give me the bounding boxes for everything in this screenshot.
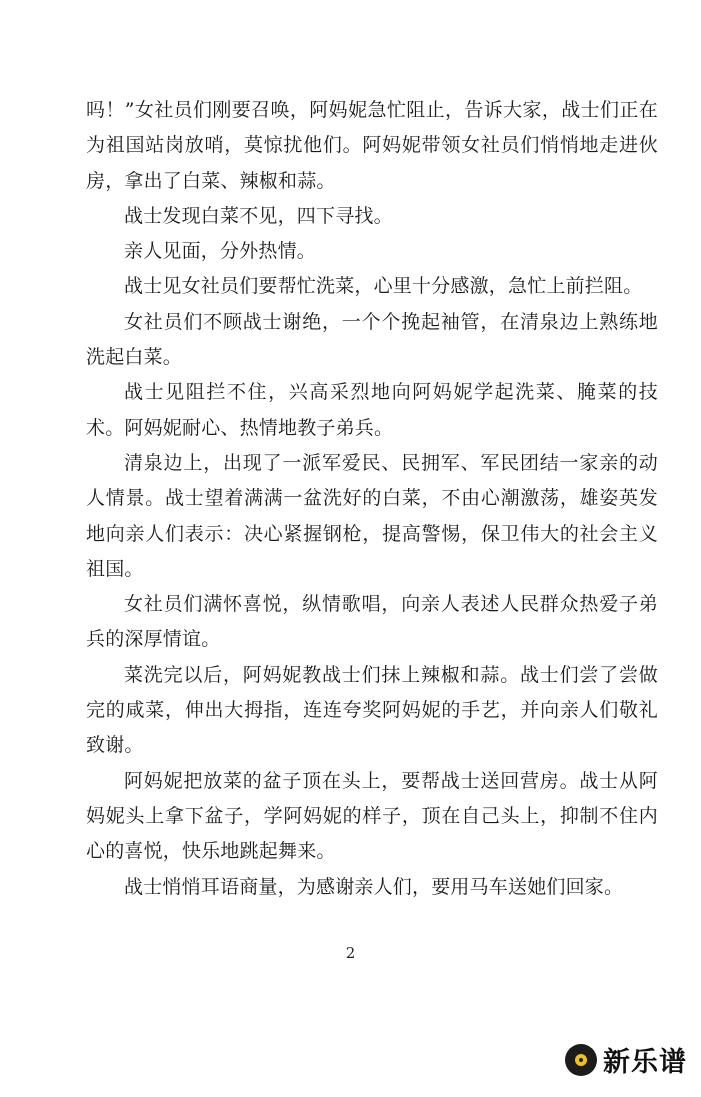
paragraph-8: 女社员们满怀喜悦，纵情歌唱，向亲人表述人民群众热爱子弟兵的深厚情谊。 [86,593,658,651]
paragraph-2: 战士发现白菜不见，四下寻找。 [124,204,393,227]
paragraph-4: 战士见女社员们要帮忙洗菜，心里十分感激，急忙上前拦阻。 [124,275,643,298]
vinyl-record-icon [565,1044,597,1076]
paragraph-9: 菜洗完以后，阿妈妮教战士们抹上辣椒和蒜。战士们尝了尝做完的咸菜，伸出大拇指，连连夸奖阿妈妮的手艺，并向亲人们敬礼致谢。 [86,663,658,757]
paragraph-1: 吗！”女社员们刚要召唤，阿妈妮急忙阻止，告诉大家，战士们正在为祖国站岗放哨，莫惊扰他们。阿妈妮带领女社员们悄悄地走进伙房，拿出了白菜、辣椒和蒜。 [86,99,658,192]
watermark-text: 新乐谱 [603,1047,687,1078]
paragraph-10: 阿妈妮把放菜的盆子顶在头上，要帮战士送回营房。战士从阿妈妮头上拿下盆子，学阿妈妮的样子，顶在自己头上，抑制不住内心的喜悦，快乐地跳起舞来。 [86,769,658,863]
page-number: 2 [345,944,356,962]
paragraph-7: 清泉边上，出现了一派军爱民、民拥军、军民团结一家亲的动人情景。战士望着满满一盆洗好的白菜，不由心潮激荡，雄姿英发地向亲人们表示：决心紧握钢枪，提高警惕，保卫伟大的社会主义祖国。 [86,451,658,580]
watermark-logo [565,1040,687,1079]
paragraph-11: 战士悄悄耳语商量，为感谢亲人们，要用马车送她们回家。 [124,875,624,898]
body-text [86,93,658,905]
paragraph-6: 战士见阻拦不住，兴高采烈地向阿妈妮学起洗菜、腌菜的技术。阿妈妮耐心、热情地教子弟兵。 [86,381,658,439]
paragraph-3: 亲人见面，分外热情。 [124,240,317,263]
paragraph-5: 女社员们不顾战士谢绝，一个个挽起袖管，在清泉边上熟练地洗起白菜。 [86,310,658,369]
